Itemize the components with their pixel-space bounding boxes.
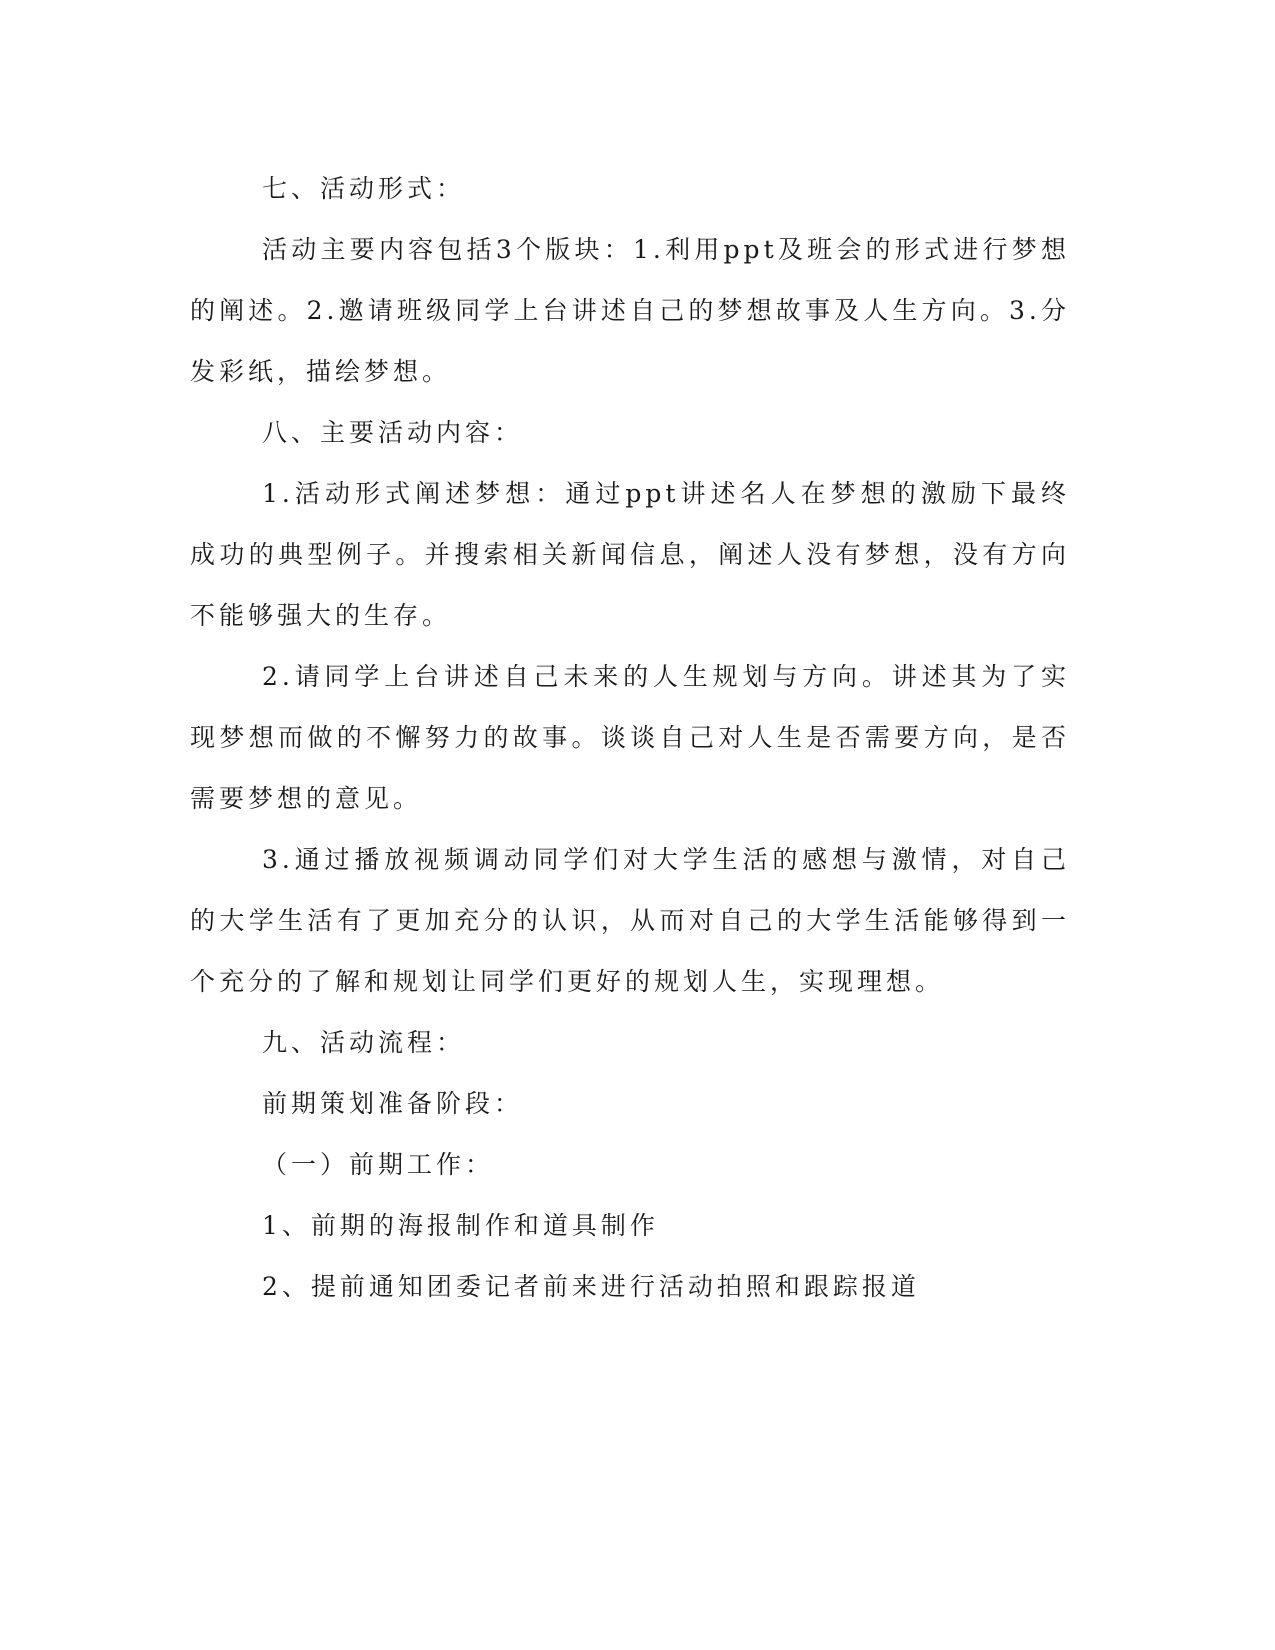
paragraph-activity-format: 活动主要内容包括3个版块：1.利用ppt及班会的形式进行梦想的阐述。2.邀请班级同学上台讲述自己的梦想故事及人生方向。3.分发彩纸，描绘梦想。 xyxy=(190,235,1070,386)
list-item-posters: 1、前期的海报制作和道具制作 xyxy=(262,1211,659,1240)
section-heading-eight: 八、主要活动内容： xyxy=(262,418,524,447)
paragraph-content-item-2: 2.请同学上台讲述自己未来的人生规划与方向。讲述其为了实现梦想而做的不懈努力的故事。谈谈自己对人生是否需要方向，是否需要梦想的意见。 xyxy=(190,662,1070,813)
document-body xyxy=(190,158,1070,1317)
section-heading-seven: 七、活动形式： xyxy=(262,174,466,203)
list-item-reporters: 2、提前通知团委记者前来进行活动拍照和跟踪报道 xyxy=(262,1272,920,1301)
subheading-preparation-stage: 前期策划准备阶段： xyxy=(262,1089,524,1118)
section-heading-nine: 九、活动流程： xyxy=(262,1028,466,1057)
paragraph-content-item-3: 3.通过播放视频调动同学们对大学生活的感想与激情，对自己的大学生活有了更加充分的认识，从而对自己的大学生活能够得到一个充分的了解和规划让同学们更好的规划人生，实现理想。 xyxy=(190,845,1070,996)
subheading-early-work: （一）前期工作： xyxy=(262,1150,495,1179)
paragraph-content-item-1: 1.活动形式阐述梦想：通过ppt讲述名人在梦想的激励下最终成功的典型例子。并搜索相关新闻信息，阐述人没有梦想，没有方向不能够强大的生存。 xyxy=(190,479,1070,630)
